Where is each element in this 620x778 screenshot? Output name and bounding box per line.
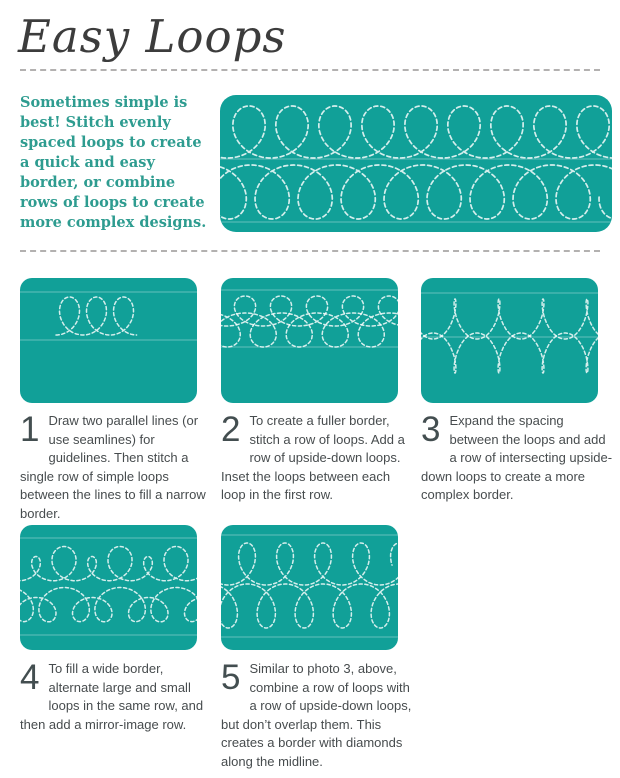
- step-3-text: Expand the spacing between the loops and add a row of intersecting upside-down loops to create a more complex border.: [421, 413, 613, 502]
- step-1-text: Draw two parallel lines (or use seamlines) for guidelines. Then stitch a single row of simple loops between the lines to fill a narrow border.: [20, 413, 206, 521]
- step-3-photo: [421, 278, 598, 403]
- step-1: [20, 412, 208, 523]
- step-1-number: 1: [20, 410, 40, 449]
- step-4-number: 4: [20, 658, 40, 697]
- step-2-number: 2: [221, 410, 241, 449]
- step-5-number: 5: [221, 658, 241, 697]
- step-4-photo: [20, 525, 197, 650]
- step-5: [221, 660, 413, 771]
- step-4-text: To fill a wide border, alternate large and small loops in the same row, and then add a mirror-image row.: [20, 661, 204, 732]
- page-title: Easy Loops: [18, 10, 287, 63]
- step-3: [421, 412, 613, 505]
- step-2-photo: [221, 278, 398, 403]
- step-2-text: To create a fuller border, stitch a row of loops. Add a row of upside-down loops. Inset the loops between each loop in the first row.: [221, 413, 405, 502]
- step-3-number: 3: [421, 410, 441, 449]
- step-4: [20, 660, 208, 734]
- intro-paragraph: Sometimes simple is best! Stitch evenly spaced loops to create a quick and easy border, or combine rows of loops to create more complex designs.: [20, 94, 207, 231]
- step-5-photo: [221, 525, 398, 650]
- step-1-photo: [20, 278, 197, 403]
- step-2: [221, 412, 409, 505]
- section-dashed-divider: [20, 250, 600, 252]
- step-5-text: Similar to photo 3, above, combine a row of loops with a row of upside-down loops, but don’t overlap them. This creates a border with diamonds along the midline.: [221, 661, 412, 769]
- hero-loop-stitching-photo: [220, 95, 612, 232]
- title-dashed-divider: [20, 69, 600, 71]
